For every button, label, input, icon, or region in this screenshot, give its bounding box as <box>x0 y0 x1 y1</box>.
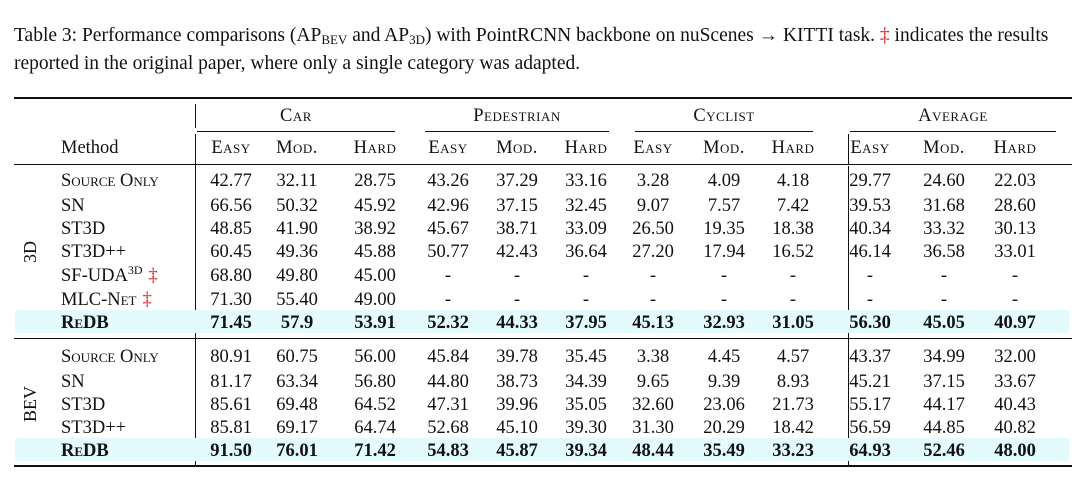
value-cell: 32.45 <box>565 196 607 216</box>
value-cell: 48.00 <box>994 441 1036 461</box>
value-cell: 55.40 <box>276 290 318 310</box>
value-cell: 33.23 <box>772 441 814 461</box>
value-cell: 4.09 <box>707 171 741 191</box>
value-cell: 66.56 <box>210 196 252 216</box>
group-underline-3 <box>850 131 1056 132</box>
value-cell: 38.92 <box>354 219 396 239</box>
method-label: ReDB <box>61 313 109 333</box>
value-cell: - <box>444 290 452 310</box>
value-cell: 48.44 <box>632 441 674 461</box>
subcol-header: Mod. <box>276 138 318 158</box>
value-cell: 37.29 <box>496 171 538 191</box>
section-rule <box>14 338 1072 339</box>
method-label: ST3D <box>61 219 106 239</box>
value-cell: - <box>789 266 797 286</box>
method-name <box>61 169 159 193</box>
caption-text-b: and AP <box>347 25 410 46</box>
method-header: Method <box>61 138 119 158</box>
subcol-header: Mod. <box>923 138 965 158</box>
value-cell: - <box>720 290 728 310</box>
value-cell: 45.00 <box>354 266 396 286</box>
value-cell: 45.92 <box>354 196 396 216</box>
value-cell: 49.80 <box>276 266 318 286</box>
value-cell: 63.34 <box>276 372 318 392</box>
value-cell: 64.74 <box>354 418 396 438</box>
value-cell: 8.93 <box>776 372 810 392</box>
value-cell: 32.00 <box>994 347 1036 367</box>
subcol-header: Mod. <box>703 138 745 158</box>
value-cell: 32.11 <box>276 171 318 191</box>
value-cell: 30.13 <box>994 219 1036 239</box>
value-cell: - <box>1011 290 1019 310</box>
value-cell: 45.10 <box>496 418 538 438</box>
value-cell: 28.60 <box>994 196 1036 216</box>
value-cell: 33.67 <box>994 372 1036 392</box>
method-label: MLC-Net <box>61 290 137 310</box>
value-cell: - <box>649 290 657 310</box>
value-cell: 40.82 <box>994 418 1036 438</box>
value-cell: 69.48 <box>276 395 318 415</box>
top-rule <box>14 97 1072 99</box>
value-cell: 44.85 <box>923 418 965 438</box>
value-cell: 7.42 <box>776 196 810 216</box>
method-name <box>61 311 109 335</box>
value-cell: 20.29 <box>703 418 745 438</box>
value-cell: - <box>866 290 874 310</box>
value-cell: 45.67 <box>427 219 469 239</box>
value-cell: 76.01 <box>276 441 318 461</box>
value-cell: 40.43 <box>994 395 1036 415</box>
method-label: ST3D++ <box>61 418 127 438</box>
method-name <box>61 345 159 369</box>
value-cell: 45.05 <box>923 313 965 333</box>
value-cell: 9.39 <box>707 372 741 392</box>
value-cell: 44.17 <box>923 395 965 415</box>
value-cell: 46.14 <box>849 242 891 262</box>
group-underline-2 <box>635 131 813 132</box>
header-rule <box>14 164 1072 165</box>
value-cell: 91.50 <box>210 441 252 461</box>
value-cell: 48.85 <box>210 219 252 239</box>
group-header-car: Car <box>280 106 312 126</box>
value-cell: 42.77 <box>210 171 252 191</box>
group-underline-1 <box>425 131 609 132</box>
value-cell: 39.34 <box>565 441 607 461</box>
value-cell: - <box>789 290 797 310</box>
value-cell: 32.60 <box>632 395 674 415</box>
method-label: ST3D++ <box>61 242 127 262</box>
method-label: SF-UDA <box>61 266 128 286</box>
caption-text-a: Performance comparisons (AP <box>81 25 322 46</box>
method-label: SN <box>61 372 85 392</box>
caption-text-c: ) with PointRCNN backbone on nuScenes → KITTI task. <box>424 25 876 46</box>
value-cell: 16.52 <box>772 242 814 262</box>
value-cell: 39.96 <box>496 395 538 415</box>
value-cell: 3.28 <box>636 171 670 191</box>
group-header-cyclist: Cyclist <box>693 106 755 126</box>
value-cell: 71.30 <box>210 290 252 310</box>
value-cell: 26.50 <box>632 219 674 239</box>
value-cell: 56.30 <box>849 313 891 333</box>
value-cell: 45.13 <box>632 313 674 333</box>
value-cell: 81.17 <box>210 372 252 392</box>
method-superscript: 3D <box>127 263 143 277</box>
value-cell: - <box>582 266 590 286</box>
value-cell: 4.45 <box>707 347 741 367</box>
value-cell: 37.95 <box>565 313 607 333</box>
value-cell: 31.05 <box>772 313 814 333</box>
value-cell: 55.17 <box>849 395 891 415</box>
value-cell: 36.64 <box>565 242 607 262</box>
method-name <box>61 217 105 241</box>
value-cell: - <box>940 290 948 310</box>
method-name <box>61 439 109 463</box>
subcol-header: Hard <box>353 138 397 158</box>
value-cell: 60.75 <box>276 347 318 367</box>
value-cell: 33.01 <box>994 242 1036 262</box>
value-cell: 54.83 <box>427 441 469 461</box>
value-cell: 32.93 <box>703 313 745 333</box>
section-label-bev: BEV <box>20 386 40 422</box>
value-cell: - <box>866 266 874 286</box>
value-cell: 19.35 <box>703 219 745 239</box>
method-dagger: ‡ <box>148 266 158 286</box>
method-name <box>61 393 105 417</box>
value-cell: 57.9 <box>280 313 314 333</box>
value-cell: 47.31 <box>427 395 469 415</box>
value-cell: 39.30 <box>565 418 607 438</box>
value-cell: 38.71 <box>496 219 538 239</box>
value-cell: 56.59 <box>849 418 891 438</box>
value-cell: 33.32 <box>923 219 965 239</box>
value-cell: 85.61 <box>210 395 252 415</box>
value-cell: - <box>649 266 657 286</box>
value-cell: 23.06 <box>703 395 745 415</box>
value-cell: 31.68 <box>923 196 965 216</box>
value-cell: 4.57 <box>776 347 810 367</box>
method-name <box>61 194 85 218</box>
method-label: SN <box>61 196 85 216</box>
value-cell: 9.07 <box>636 196 670 216</box>
value-cell: 29.77 <box>849 171 891 191</box>
caption-sub-bev: BEV <box>321 32 348 47</box>
subcol-header: Easy <box>633 138 673 158</box>
value-cell: 39.53 <box>849 196 891 216</box>
value-cell: - <box>582 290 590 310</box>
value-cell: - <box>1011 266 1019 286</box>
value-cell: 52.46 <box>923 441 965 461</box>
value-cell: 45.87 <box>496 441 538 461</box>
method-label: ReDB <box>61 441 109 461</box>
subcol-header: Easy <box>850 138 890 158</box>
value-cell: 27.20 <box>632 242 674 262</box>
group-header-average: Average <box>918 106 988 126</box>
value-cell: 7.57 <box>707 196 741 216</box>
value-cell: 34.99 <box>923 347 965 367</box>
method-label: Source Only <box>61 347 159 367</box>
group-header-pedestrian: Pedestrian <box>473 106 561 126</box>
value-cell: 64.52 <box>354 395 396 415</box>
subcol-header: Hard <box>993 138 1037 158</box>
value-cell: 35.05 <box>565 395 607 415</box>
value-cell: 9.65 <box>636 372 670 392</box>
value-cell: - <box>940 266 948 286</box>
value-cell: 43.37 <box>849 347 891 367</box>
value-cell: 18.38 <box>772 219 814 239</box>
value-cell: 49.00 <box>354 290 396 310</box>
group-underline-0 <box>197 131 395 132</box>
value-cell: 34.39 <box>565 372 607 392</box>
value-cell: 4.18 <box>776 171 810 191</box>
value-cell: 69.17 <box>276 418 318 438</box>
method-name <box>61 416 126 440</box>
value-cell: 38.73 <box>496 372 538 392</box>
value-cell: 24.60 <box>923 171 965 191</box>
value-cell: 50.77 <box>427 242 469 262</box>
subcol-header: Mod. <box>496 138 538 158</box>
value-cell: 44.80 <box>427 372 469 392</box>
value-cell: 43.26 <box>427 171 469 191</box>
value-cell: 33.16 <box>565 171 607 191</box>
value-cell: 71.45 <box>210 313 252 333</box>
bottom-rule <box>14 465 1072 467</box>
value-cell: 64.93 <box>849 441 891 461</box>
value-cell: 40.34 <box>849 219 891 239</box>
value-cell: 49.36 <box>276 242 318 262</box>
value-cell: 18.42 <box>772 418 814 438</box>
value-cell: 52.32 <box>427 313 469 333</box>
value-cell: 17.94 <box>703 242 745 262</box>
value-cell: 35.45 <box>565 347 607 367</box>
value-cell: - <box>444 266 452 286</box>
value-cell: 22.03 <box>994 171 1036 191</box>
value-cell: - <box>513 290 521 310</box>
method-name <box>61 264 158 288</box>
value-cell: 36.58 <box>923 242 965 262</box>
vline-method-header <box>195 104 196 128</box>
section-label-3d: 3D <box>20 241 40 263</box>
value-cell: 37.15 <box>496 196 538 216</box>
method-dagger: ‡ <box>142 290 152 310</box>
method-name <box>61 240 126 264</box>
value-cell: 42.43 <box>496 242 538 262</box>
subcol-header: Hard <box>564 138 608 158</box>
value-cell: 85.81 <box>210 418 252 438</box>
caption-dagger: ‡ <box>879 25 890 46</box>
subcol-header: Easy <box>428 138 468 158</box>
subcol-header: Hard <box>771 138 815 158</box>
value-cell: 3.38 <box>636 347 670 367</box>
value-cell: 45.84 <box>427 347 469 367</box>
value-cell: 80.91 <box>210 347 252 367</box>
value-cell: 56.80 <box>354 372 396 392</box>
method-name <box>61 288 152 312</box>
value-cell: 40.97 <box>994 313 1036 333</box>
value-cell: 53.91 <box>354 313 396 333</box>
caption-text-d: indicates the results reported in the original paper, where only a single category was adapted. <box>14 25 1049 74</box>
value-cell: 71.42 <box>354 441 396 461</box>
value-cell: 35.49 <box>703 441 745 461</box>
value-cell: 21.73 <box>772 395 814 415</box>
value-cell: 56.00 <box>354 347 396 367</box>
value-cell: 52.68 <box>427 418 469 438</box>
value-cell: 28.75 <box>354 171 396 191</box>
value-cell: 68.80 <box>210 266 252 286</box>
value-cell: 33.09 <box>565 219 607 239</box>
caption-sub-3d: 3D <box>409 32 425 47</box>
value-cell: 31.30 <box>632 418 674 438</box>
method-label: Source Only <box>61 171 159 191</box>
caption-label: Table 3: <box>14 25 78 46</box>
value-cell: - <box>720 266 728 286</box>
value-cell: 45.21 <box>849 372 891 392</box>
value-cell: 60.45 <box>210 242 252 262</box>
results-table <box>14 0 1072 493</box>
subcol-header: Easy <box>211 138 251 158</box>
value-cell: 39.78 <box>496 347 538 367</box>
value-cell: 37.15 <box>923 372 965 392</box>
method-label: ST3D <box>61 395 106 415</box>
value-cell: 41.90 <box>276 219 318 239</box>
value-cell: 42.96 <box>427 196 469 216</box>
method-name <box>61 370 85 394</box>
value-cell: 44.33 <box>496 313 538 333</box>
value-cell: - <box>513 266 521 286</box>
value-cell: 45.88 <box>354 242 396 262</box>
value-cell: 50.32 <box>276 196 318 216</box>
